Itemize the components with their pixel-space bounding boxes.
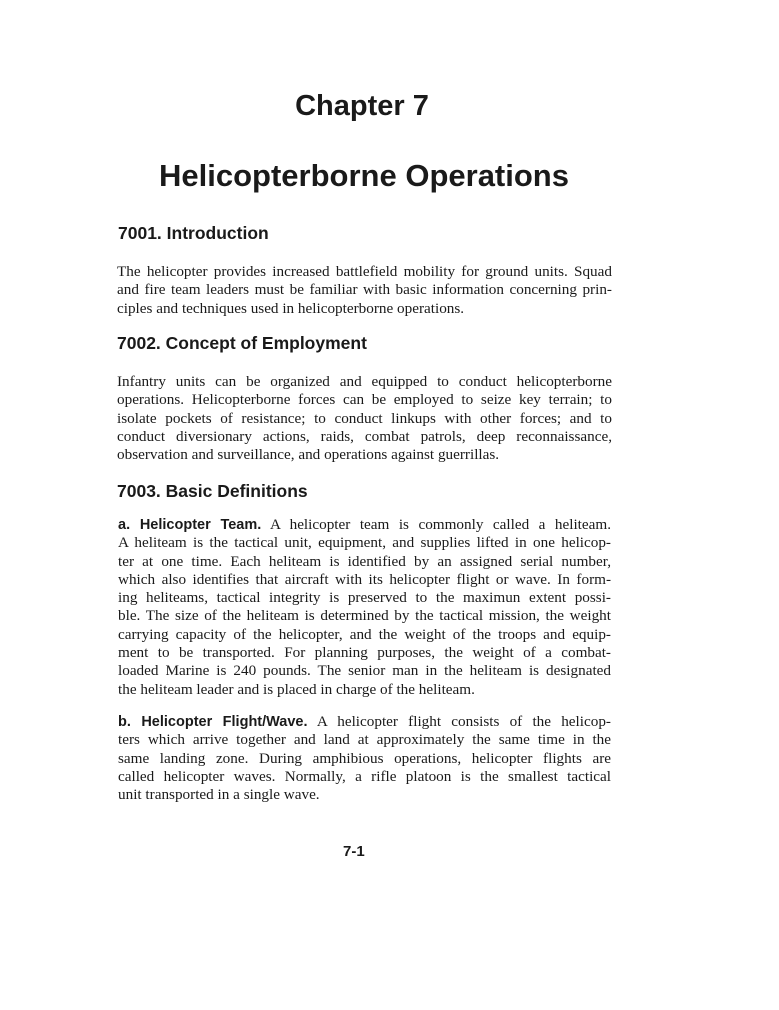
text-line: ciples and techniques used in helicopterborne operations. xyxy=(117,299,465,317)
text-line: ing heliteams, tactical integrity is preserved to the maximun extent possi- xyxy=(118,589,611,607)
text-line: conduct diversionary actions, raids, combat patrols, deep reconnaissance, xyxy=(117,427,612,445)
chapter-number: Chapter 7 xyxy=(295,90,429,122)
text-line: loaded Marine is 240 pounds. The senior man in the heliteam is designated xyxy=(118,662,611,680)
section-heading-7002: 7002. Concept of Employment xyxy=(117,333,367,353)
text-line: operations. Helicopterborne forces can be employed to seize key terrain; to xyxy=(117,391,612,409)
text-fragment: A helicopter team is commonly called a heliteam. xyxy=(269,516,611,533)
text-line: The helicopter provides increased battlefield mobility for ground units. Squad xyxy=(117,263,612,280)
text-line: ter at one time. Each heliteam is identified by an assigned serial number, xyxy=(118,552,611,570)
text-line: which also identifies that aircraft with its helicopter flight or wave. In form- xyxy=(118,570,611,588)
text-line: Infantry units can be organized and equipped to conduct helicopterborne xyxy=(117,373,612,390)
section-heading-7003: 7003. Basic Definitions xyxy=(117,481,308,501)
text-line: ble. The size of the heliteam is determined by the tactical mission, the weight xyxy=(118,607,611,625)
text-line: ment to be transported. For planning purposes, the weight of a combat- xyxy=(118,644,611,662)
text-line: same landing zone. During amphibious operations, helicopter flights are xyxy=(118,749,611,767)
section-heading-7001: 7001. Introduction xyxy=(118,223,269,243)
chapter-title: Helicopterborne Operations xyxy=(159,158,569,193)
text-line: the heliteam leader and is placed in charge of the heliteam. xyxy=(118,680,475,698)
text-line: unit transported in a single wave. xyxy=(118,786,320,804)
text-line xyxy=(118,713,611,731)
definition-helicopter-flight-wave xyxy=(118,713,611,804)
section-7002-body xyxy=(117,373,612,464)
text-line: isolate pockets of resistance; to conduct linkups with other forces; and to xyxy=(117,409,612,427)
definition-term: a. Helicopter Team. xyxy=(118,517,262,533)
section-7001-body xyxy=(117,263,612,318)
text-line: carrying capacity of the helicopter, and the weight of the troops and equip- xyxy=(118,625,611,643)
text-line xyxy=(118,516,611,534)
text-line: A heliteam is the tactical unit, equipment, and supplies lifted in one helicop- xyxy=(118,534,611,552)
page-number: 7-1 xyxy=(343,843,365,860)
text-line: called helicopter waves. Normally, a rifle platoon is the smallest tactical xyxy=(118,767,611,785)
text-line: observation and surveillance, and operations against guerrillas. xyxy=(117,446,500,464)
definition-term: b. Helicopter Flight/Wave. xyxy=(118,714,308,730)
text-line: and fire team leaders must be familiar with basic information concerning prin- xyxy=(117,281,612,299)
text-fragment: A helicopter flight consists of the helicop- xyxy=(316,713,611,730)
text-line: ters which arrive together and land at approximately the same time in the xyxy=(118,731,611,749)
definition-helicopter-team xyxy=(118,516,611,699)
